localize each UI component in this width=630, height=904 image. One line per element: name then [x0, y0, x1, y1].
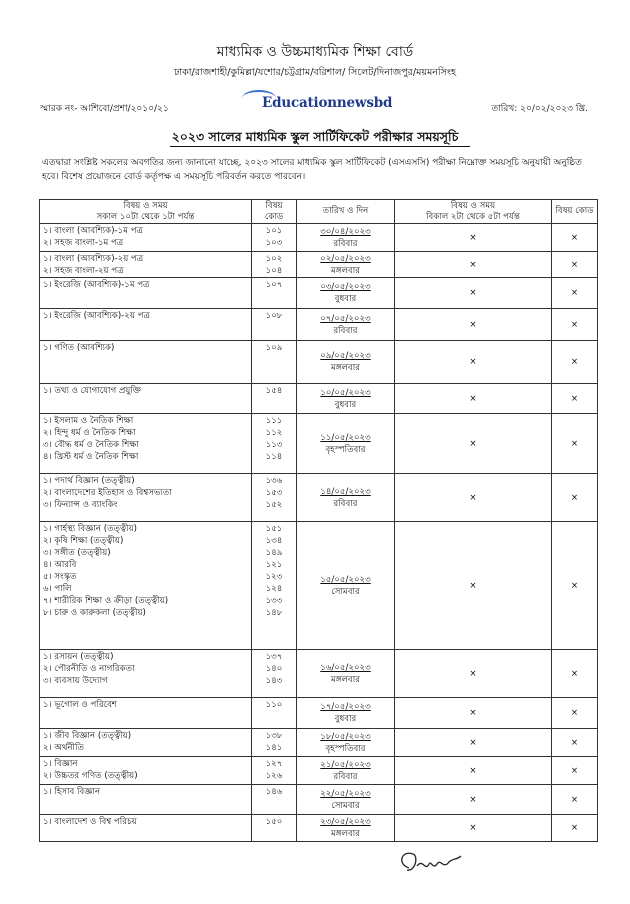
morning-subjects-cell	[40, 341, 252, 384]
subject-codes-cell	[252, 650, 297, 698]
afternoon-code-cell: ×	[552, 384, 598, 414]
header-morning-line1: বিষয় ও সময়	[123, 200, 168, 211]
afternoon-code-cell: ×	[552, 650, 598, 698]
subject-name: ১। ইংরেজি (আবশ্যিক)-১ম পত্র	[43, 280, 150, 290]
afternoon-subject-cell: ×	[395, 785, 552, 815]
afternoon-subject-cell: ×	[395, 757, 552, 785]
afternoon-subject-cell: ×	[395, 278, 552, 309]
subject-name: ১। ইসলাম ও নৈতিক শিক্ষা	[43, 416, 134, 426]
memo-number: স্মারক নং- আশিবো/প্রশা/২০১০/২১	[40, 104, 169, 114]
header-afternoon-code: বিষয় কোড	[552, 200, 598, 224]
date-cell	[297, 384, 395, 414]
subject-code: ১২১	[265, 560, 283, 570]
watermark-logo	[240, 86, 393, 118]
exam-day: মঙ্গলবার	[331, 674, 360, 685]
exam-date: ০৭/০৫/২০২৩	[320, 313, 371, 324]
subject-codes-cell	[252, 522, 297, 650]
subject-code: ১৩৪	[265, 536, 283, 546]
table-row	[40, 474, 598, 522]
afternoon-subject-cell: ×	[395, 224, 552, 252]
subject-code: ১২৩	[265, 572, 283, 582]
subject-code: ১৪৬	[265, 787, 283, 797]
subject-code: ১৩৩	[265, 596, 283, 606]
morning-subjects-cell	[40, 384, 252, 414]
exam-day: মঙ্গলবার	[331, 829, 360, 839]
date-cell	[297, 224, 395, 252]
exam-date: ৩০/০৪/২০২৩	[320, 226, 371, 237]
date-cell	[297, 414, 395, 474]
morning-subjects-cell	[40, 757, 252, 785]
subject-name: ১। বাংলাদেশ ও বিশ্ব পরিচয়	[43, 817, 137, 827]
date-cell	[297, 522, 395, 650]
subject-code: ১৫৩	[265, 488, 283, 498]
board-cities: ঢাকা/রাজশাহী/কুমিল্লা/যশোর/চট্টগ্রাম/বরিশাল/ সিলেট/দিনাজপুর/ময়মনসিংহ	[174, 67, 456, 78]
date-cell	[297, 757, 395, 785]
exam-day: রবিবার	[333, 238, 358, 249]
exam-day: বৃহস্পতিবার	[325, 743, 366, 754]
exam-day: রবিবার	[333, 325, 358, 336]
exam-date: ১৭/০৫/২০২৩	[320, 702, 371, 712]
afternoon-code-cell: ×	[552, 757, 598, 785]
subject-code: ১৫০	[265, 817, 283, 827]
exam-date: ১৪/০৫/২০২৩	[320, 486, 371, 497]
subject-code: ১১৩	[265, 440, 283, 450]
exam-day: রবিবার	[333, 771, 358, 782]
subject-code: ১৩৬	[265, 476, 283, 486]
table-row	[40, 384, 598, 414]
table-row	[40, 414, 598, 474]
date-cell	[297, 650, 395, 698]
subject-codes-cell	[252, 757, 297, 785]
subject-name: ১। বাংলা (আবশ্যিক)-২য় পত্র	[43, 254, 144, 264]
afternoon-code-cell: ×	[552, 252, 598, 278]
morning-subjects-cell	[40, 815, 252, 842]
table-row	[40, 757, 598, 785]
date-cell	[297, 474, 395, 522]
afternoon-code-cell: ×	[552, 414, 598, 474]
morning-subjects-cell	[40, 309, 252, 341]
subject-code: ১০৩	[265, 238, 283, 248]
morning-subjects-cell	[40, 474, 252, 522]
exam-date: ০৯/০৫/২০২৩	[320, 351, 371, 361]
exam-date: ২১/০৫/২০২৩	[320, 759, 371, 770]
exam-day: মঙ্গলবার	[331, 265, 360, 276]
subject-name: ১। গার্হস্থ্য বিজ্ঞান (তত্ত্বীয়)	[43, 524, 137, 534]
exam-day: বুধবার	[334, 294, 357, 304]
afternoon-code-cell: ×	[552, 698, 598, 729]
table-header-row	[40, 200, 598, 224]
subject-name: ১। গণিত (আবশ্যিক)	[43, 343, 115, 353]
afternoon-subject-cell: ×	[395, 474, 552, 522]
subject-name: ২। অর্থনীতি	[43, 743, 84, 753]
subject-name: ২। সহজ বাংলা-২য় পত্র	[43, 266, 124, 276]
date-cell	[297, 785, 395, 815]
table-row	[40, 729, 598, 757]
subject-code: ১০১	[265, 226, 283, 236]
exam-day: বুধবার	[334, 714, 357, 724]
table-row	[40, 224, 598, 252]
subject-codes-cell	[252, 414, 297, 474]
afternoon-code-cell: ×	[552, 729, 598, 757]
afternoon-subject-cell: ×	[395, 815, 552, 842]
afternoon-subject-cell: ×	[395, 341, 552, 384]
morning-subjects-cell	[40, 522, 252, 650]
subject-codes-cell	[252, 815, 297, 842]
page-title: ২০২৩ সালের মাধ্যমিক স্কুল সার্টিফিকেট পরীক্ষার সময়সূচি	[171, 129, 459, 144]
subject-code: ১০৪	[265, 266, 283, 276]
date-cell	[297, 252, 395, 278]
subject-code: ১৪৯	[265, 548, 283, 558]
afternoon-code-cell: ×	[552, 522, 598, 650]
subject-name: ১। ইংরেজি (আবশ্যিক)-২য় পত্র	[43, 311, 150, 321]
exam-day: সোমবার	[331, 586, 360, 597]
afternoon-subject-cell: ×	[395, 729, 552, 757]
exam-day: সোমবার	[331, 800, 360, 811]
morning-subjects-cell	[40, 252, 252, 278]
date-cell	[297, 341, 395, 384]
morning-subjects-cell	[40, 414, 252, 474]
exam-date: ১১/০৫/২০২৩	[320, 432, 371, 443]
subject-name: ৬। পালি	[43, 584, 72, 594]
subject-codes-cell	[252, 384, 297, 414]
header-afternoon-subject	[395, 200, 552, 224]
subject-name: ২। কৃষি শিক্ষা (তত্ত্বীয়)	[43, 536, 124, 546]
subject-name: ২। বাংলাদেশের ইতিহাস ও বিশ্বসভ্যতা	[43, 488, 172, 498]
date-cell	[297, 278, 395, 309]
table-row	[40, 698, 598, 729]
subject-code: ১৫২	[265, 500, 283, 510]
subject-codes-cell	[252, 729, 297, 757]
subject-code: ১৩৮	[265, 731, 283, 741]
header-code: বিষয় কোড	[252, 200, 297, 224]
subject-name: ৪। খ্রিস্ট ধর্ম ও নৈতিক শিক্ষা	[43, 452, 139, 462]
title-underline	[170, 146, 470, 147]
exam-schedule-table	[39, 199, 598, 842]
header-afternoon-line1: বিষয় ও সময়	[450, 200, 496, 211]
exam-date: ১৬/০৫/২০২৩	[320, 662, 371, 673]
subject-name: ৭। শারীরিক শিক্ষা ও ক্রীড়া (তত্ত্বীয়)	[43, 596, 169, 606]
afternoon-code-cell: ×	[552, 224, 598, 252]
header-date: তারিখ ও দিন	[297, 200, 395, 224]
subject-code: ১১০	[265, 700, 283, 710]
logo-text: Educationnewsbd	[262, 95, 393, 111]
subject-name: ১। ভূগোল ও পরিবেশ	[43, 700, 117, 710]
morning-subjects-cell	[40, 698, 252, 729]
subject-codes-cell	[252, 278, 297, 309]
subject-name: ২। হিন্দু ধর্ম ও নৈতিক শিক্ষা	[43, 428, 136, 438]
table-row	[40, 309, 598, 341]
morning-subjects-cell	[40, 278, 252, 309]
date-cell	[297, 698, 395, 729]
subject-codes-cell	[252, 474, 297, 522]
subject-name: ১। পদার্থ বিজ্ঞান (তত্ত্বীয়)	[43, 476, 135, 486]
afternoon-subject-cell: ×	[395, 384, 552, 414]
subject-name: ২। সহজ বাংলা-১ম পত্র	[43, 238, 124, 248]
afternoon-subject-cell: ×	[395, 252, 552, 278]
subject-name: ১। রসায়ন (তত্ত্বীয়)	[43, 652, 114, 662]
subject-code: ১৪৩	[265, 676, 283, 686]
subject-name: ২। উচ্চতর গণিত (তত্ত্বীয়)	[43, 771, 138, 781]
subject-code: ১৪০	[265, 664, 283, 674]
afternoon-subject-cell: ×	[395, 650, 552, 698]
subject-name: ৩। ব্যবসায় উদ্যোগ	[43, 676, 108, 686]
table-row	[40, 650, 598, 698]
date-cell	[297, 729, 395, 757]
exam-date: ১০/০৫/২০২৩	[320, 387, 371, 398]
subject-name: ১। জীব বিজ্ঞান (তত্ত্বীয়)	[43, 731, 132, 741]
board-name: মাধ্যমিক ও উচ্চমাধ্যমিক শিক্ষা বোর্ড	[216, 44, 414, 60]
exam-date: ০২/০৫/২০২৩	[320, 253, 371, 264]
afternoon-code-cell: ×	[552, 309, 598, 341]
exam-day: রবিবার	[333, 498, 358, 509]
exam-day: বৃহস্পতিবার	[325, 444, 366, 455]
afternoon-code-cell: ×	[552, 341, 598, 384]
exam-date: ১৮/০৫/২০২৩	[320, 731, 371, 742]
subject-codes-cell	[252, 341, 297, 384]
header-morning-subject	[40, 200, 252, 224]
subject-name: ১। বাংলা (আবশ্যিক)-১ম পত্র	[43, 226, 143, 236]
subject-codes-cell	[252, 224, 297, 252]
table-row	[40, 252, 598, 278]
subject-code: ১৩৭	[265, 652, 283, 662]
notice-date: তারিখ: ২০/০২/২০২৩ খ্রি.	[491, 104, 588, 114]
table-row	[40, 278, 598, 309]
afternoon-code-cell: ×	[552, 474, 598, 522]
exam-date: ২৩/০৫/২০২৩	[320, 817, 371, 827]
subject-code: ১১১	[265, 416, 283, 426]
subject-name: ১। হিসাব বিজ্ঞান	[43, 787, 101, 797]
exam-date: ১৫/০৫/২০২৩	[320, 574, 371, 585]
afternoon-code-cell: ×	[552, 278, 598, 309]
afternoon-subject-cell: ×	[395, 414, 552, 474]
subject-name: ৩। ফিন্যান্স ও ব্যাংকিং	[43, 500, 118, 510]
subject-code: ১২৭	[265, 759, 283, 769]
subject-code: ১০৯	[265, 343, 283, 353]
signature	[395, 846, 465, 878]
afternoon-subject-cell: ×	[395, 309, 552, 341]
morning-subjects-cell	[40, 650, 252, 698]
subject-codes-cell	[252, 698, 297, 729]
afternoon-code-cell: ×	[552, 785, 598, 815]
subject-name: ৩। সঙ্গীত (তত্ত্বীয়)	[43, 548, 111, 558]
afternoon-subject-cell: ×	[395, 698, 552, 729]
subject-codes-cell	[252, 309, 297, 341]
subject-code: ১২৬	[265, 771, 283, 781]
subject-code: ১০২	[265, 254, 283, 264]
subject-name: ৪। আরবি	[43, 560, 77, 570]
subject-name: ৮। চারু ও কারুকলা (তত্ত্বীয়)	[43, 608, 146, 618]
subject-codes-cell	[252, 785, 297, 815]
table-row	[40, 785, 598, 815]
table-row	[40, 815, 598, 842]
subject-code: ১০৭	[265, 280, 283, 290]
subject-code: ১২৪	[265, 584, 283, 594]
subject-name: ৩। বৌদ্ধ ধর্ম ও নৈতিক শিক্ষা	[43, 440, 139, 450]
table-row	[40, 522, 598, 650]
date-cell	[297, 309, 395, 341]
table-row	[40, 341, 598, 384]
subject-code: ১০৮	[265, 311, 283, 321]
exam-date: ২২/০৫/২০২৩	[320, 788, 371, 799]
subject-code: ১৪১	[265, 743, 283, 753]
subject-code: ১৫৪	[265, 386, 283, 396]
morning-subjects-cell	[40, 785, 252, 815]
morning-subjects-cell	[40, 224, 252, 252]
header-afternoon-line2: বিকাল ২টা থেকে ৫টা পর্যন্ত	[426, 211, 520, 222]
subject-codes-cell	[252, 252, 297, 278]
intro-paragraph: এতদ্বারা সংশ্লিষ্ট সকলের অবগতির জন্য জানানো যাচ্ছে, ২০২৩ সালের মাধ্যমিক স্কুল সার্টিফিকেট (এসএসসি) পরীক্ষা নিম্নোক্ত সময়সূচি অনুযায়ী অনুষ্ঠিত হবে। বিশেষ প্রয়োজনে বোর্ড কর্তৃপক্ষ এ সময়সূচি পরিবর্তন করতে পারবেন।	[42, 158, 582, 182]
exam-date: ০৩/০৫/২০২৩	[320, 282, 371, 292]
subject-name: ১। তথ্য ও যোগাযোগ প্রযুক্তি	[43, 386, 142, 396]
subject-name: ৫। সংস্কৃত	[43, 572, 77, 582]
header-morning-line2: সকাল ১০টা থেকে ১টা পর্যন্ত	[96, 211, 195, 222]
exam-day: মঙ্গলবার	[331, 363, 360, 373]
morning-subjects-cell	[40, 729, 252, 757]
afternoon-code-cell: ×	[552, 815, 598, 842]
subject-name: ১। বিজ্ঞান	[43, 759, 78, 769]
subject-code: ১৪৮	[265, 608, 283, 618]
subject-code: ১১৪	[265, 452, 283, 462]
exam-day: বুধবার	[334, 399, 357, 410]
subject-code: ১৫১	[265, 524, 283, 534]
subject-name: ২। পৌরনীতি ও নাগরিকতা	[43, 664, 135, 674]
subject-code: ১১২	[265, 428, 283, 438]
afternoon-subject-cell: ×	[395, 522, 552, 650]
date-cell	[297, 815, 395, 842]
